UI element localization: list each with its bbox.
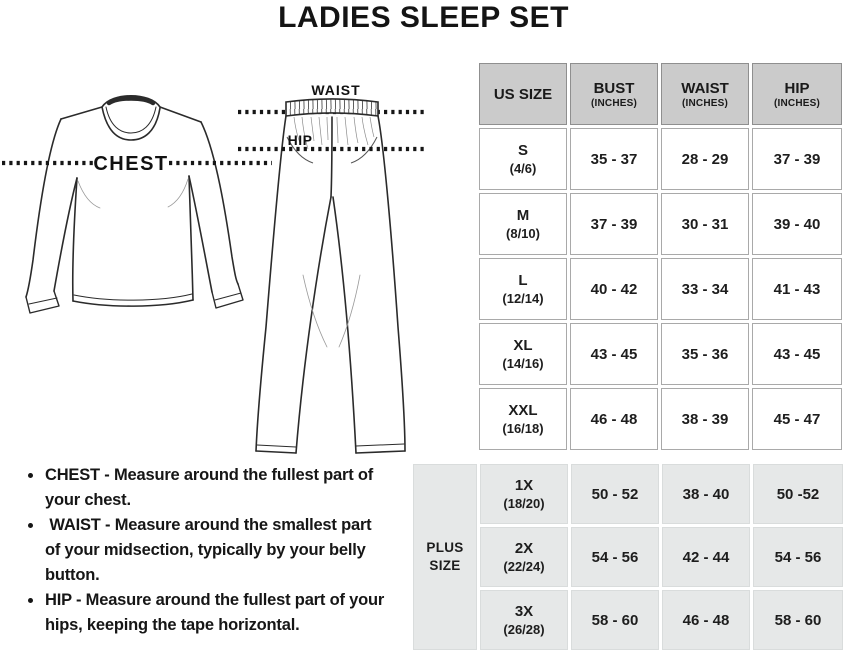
hip-cell: 54 - 56 [753,527,843,587]
waist-cell: 38 - 40 [662,464,750,524]
bust-cell: 46 - 48 [570,388,658,450]
bust-cell: 58 - 60 [571,590,659,650]
bust-cell: 54 - 56 [571,527,659,587]
size-table [476,60,845,453]
header-hip [752,63,842,125]
hip-label: HIP [287,132,313,148]
hip-cell: 37 - 39 [752,128,842,190]
bust-cell: 35 - 37 [570,128,658,190]
shirt-drawing [26,96,243,313]
bust-cell: 43 - 45 [570,323,658,385]
plus-size-group-label [413,464,477,650]
header-unit: (INCHES) [590,97,638,109]
size-cell [479,193,567,255]
instruction-text: HIP - Measure around the fullest part of your hips, keeping the tape horizontal. [45,591,389,634]
size-cell [480,590,568,650]
bust-cell: 40 - 42 [570,258,658,320]
size-label: M [516,207,530,224]
table-row [479,128,842,190]
instruction-item-hip [22,588,390,638]
header-unit: (INCHES) [773,97,821,109]
plus-label-line1: PLUS [426,540,464,555]
instruction-text: WAIST - Measure around the smallest part of your midsection, typically by your belly button. [45,516,376,584]
waist-cell: 28 - 29 [661,128,749,190]
plus-size-table [410,461,846,653]
size-cell [480,527,568,587]
header-label: WAIST [681,79,729,97]
pants-drawing [256,116,405,453]
hip-cell: 41 - 43 [752,258,842,320]
waist-cell: 33 - 34 [661,258,749,320]
plus-label-line2: SIZE [429,558,461,573]
us-size-label: (12/14) [502,291,544,306]
us-size-label: (18/20) [503,496,545,511]
hip-cell: 45 - 47 [752,388,842,450]
size-cell [480,464,568,524]
us-size-label: (14/16) [502,356,544,371]
instruction-text: CHEST - Measure around the fullest part of your chest. [45,466,378,509]
header-waist [661,63,749,125]
hip-cell: 39 - 40 [752,193,842,255]
waist-cell: 35 - 36 [661,323,749,385]
table-row [479,388,842,450]
size-label: S [517,142,528,159]
size-label: XXL [508,402,538,419]
waist-cell: 42 - 44 [662,527,750,587]
waist-cell: 46 - 48 [662,590,750,650]
size-label: 1X [514,477,534,494]
size-label: 3X [514,603,534,620]
size-cell [479,258,567,320]
us-size-label: (4/6) [509,161,537,176]
table-row [479,193,842,255]
hip-cell: 58 - 60 [753,590,843,650]
table-row [413,464,843,524]
size-label: XL [513,337,533,354]
header-unit: (INCHES) [681,97,729,109]
table-row [479,323,842,385]
header-label: US SIZE [493,85,553,103]
sleep-set-diagram [0,45,460,465]
chest-label: CHEST [93,153,169,175]
table-row [479,258,842,320]
header-label: HIP [784,79,810,97]
instruction-item-chest [22,463,390,513]
us-size-label: (22/24) [503,559,545,574]
header-bust [570,63,658,125]
table-row [413,590,843,650]
table-row [413,527,843,587]
size-label: L [518,272,528,289]
bust-cell: 50 - 52 [571,464,659,524]
waist-cell: 30 - 31 [661,193,749,255]
instruction-item-waist [22,513,390,588]
size-cell [479,388,567,450]
hip-cell: 43 - 45 [752,323,842,385]
size-label: 2X [514,540,534,557]
header-us-size [479,63,567,125]
us-size-label: (26/28) [503,622,545,637]
header-label: BUST [593,79,635,97]
us-size-label: (16/18) [502,421,544,436]
hip-cell: 50 -52 [753,464,843,524]
bust-cell: 37 - 39 [570,193,658,255]
us-size-label: (8/10) [506,226,540,241]
size-cell [479,323,567,385]
measurement-instructions [22,463,390,638]
size-table-header-row [479,63,842,125]
waist-cell: 38 - 39 [661,388,749,450]
size-cell [479,128,567,190]
page-title: LADIES SLEEP SET [278,1,569,34]
waist-label: WAIST [311,82,361,98]
